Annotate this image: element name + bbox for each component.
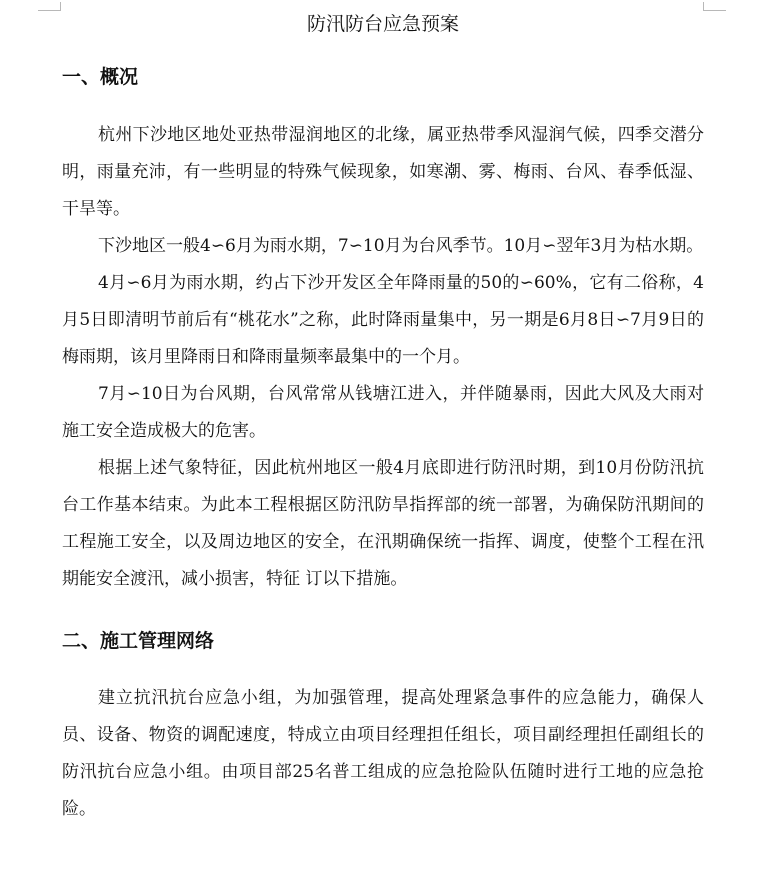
paragraph: 杭州下沙地区地处亚热带湿润地区的北缘，属亚热带季风湿润气候，四季交潜分明，雨量充沛，有一些明显的特殊气候现象，如寒潮、雾、梅雨、台风、春季低湿、干旱等。 — [62, 125, 704, 219]
paragraph: 下沙地区一般4∽6月为雨水期，7∽10月为台风季节。10月∽翌年3月为枯水期。 — [98, 236, 704, 256]
document-title: 防汛防台应急预案 — [306, 13, 459, 35]
paragraph: 7月∽10日为台风期，台风常常从钱塘江进入，并伴随暴雨，因此大风及大雨对施工安全造成极大的危害。 — [62, 384, 704, 441]
paragraph: 建立抗汛抗台应急小组，为加强管理，提高处理紧急事件的应急能力，确保人员、设备、物资的调配速度，特成立由项目经理担任组长，项目副经理担任副组长的防汛抗台应急小组。由项目部25名普工组成的应急抢险队伍随时进行工地的应急抢险。 — [62, 688, 704, 819]
paragraph: 4月∽6月为雨水期，约占下沙开发区全年降雨量的50的∽60%，它有二俗称，4月5日即清明节前后有“桃花水”之称，此时降雨量集中，另一期是6月8日∽7月9日的梅雨期，该月里降雨日和降雨量频率最集中的一个月。 — [62, 273, 704, 367]
paragraph: 根据上述气象特征，因此杭州地区一般4月底即进行防汛时期，到10月份防汛抗台工作基本结束。为此本工程根据区防汛防旱指挥部的统一部署，为确保防汛期间的工程施工安全，以及周边地区的安全，在汛期确保统一指挥、调度，使整个工程在汛期能安全渡汛，减小损害，特征 订以下措施。 — [62, 458, 704, 589]
section-heading-overview: 一、概况 — [62, 66, 139, 88]
page-corner-mark-right — [703, 2, 726, 11]
document-page — [62, 0, 704, 828]
page-corner-mark-left — [38, 2, 61, 11]
section-heading-management-network: 二、施工管理网络 — [62, 630, 215, 652]
